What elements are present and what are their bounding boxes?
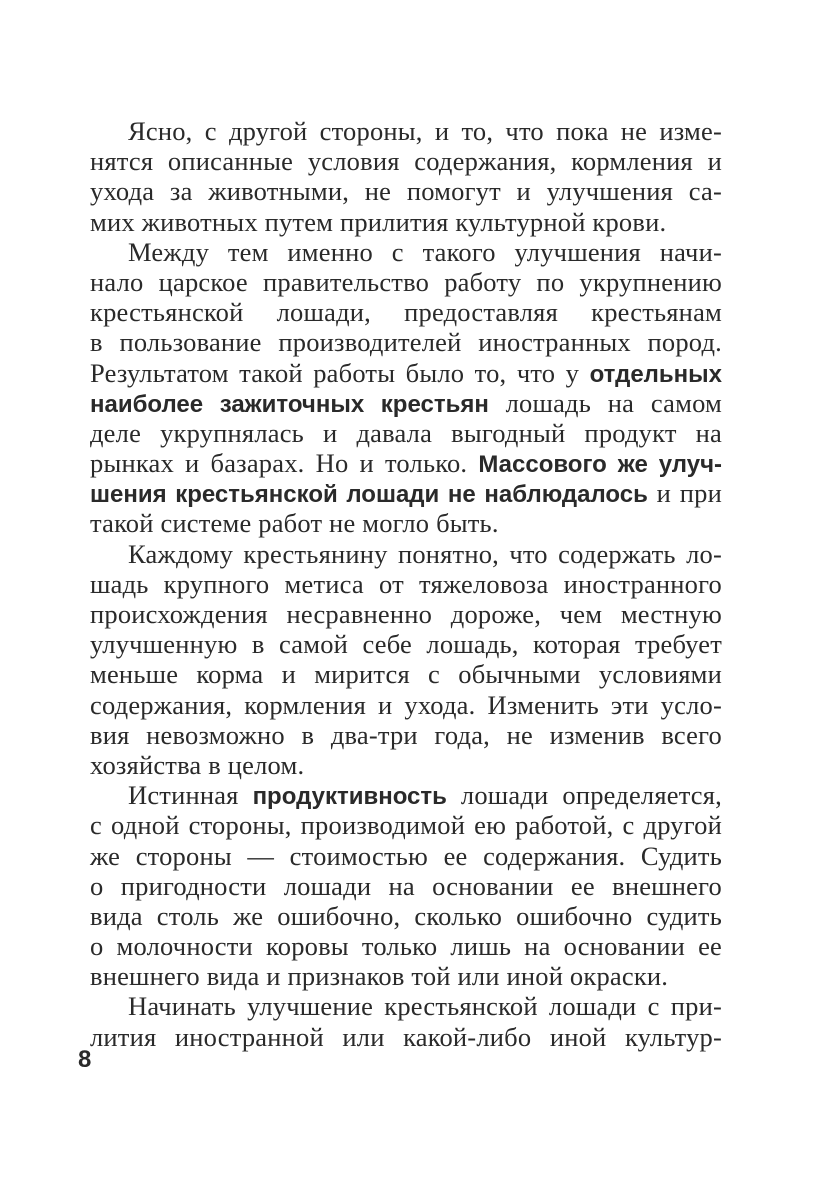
- text-line: [90, 961, 722, 991]
- text-run: ухода за животными, не помогут и улучшения са-: [90, 176, 722, 207]
- text-run: крестьянской лошади, предоставляя крестьянам: [90, 297, 722, 328]
- text-line: [90, 931, 722, 961]
- text-line: [90, 146, 722, 176]
- text-line: [90, 780, 722, 810]
- text-line: [90, 750, 722, 780]
- text-run: лошадь на самом: [488, 387, 722, 418]
- text-line: [90, 267, 722, 297]
- text-line: [90, 176, 722, 206]
- text-run: Между тем именно с такого улучшения начи-: [128, 236, 722, 267]
- text-run: шадь крупного метиса от тяжеловоза иностранного: [90, 568, 722, 599]
- text-run: хозяйства в целом.: [90, 749, 305, 780]
- text-line: [90, 659, 722, 689]
- paragraph: [90, 237, 722, 539]
- text-run: происхождения несравненно дороже, чем местную: [90, 599, 722, 629]
- text-line: [90, 599, 722, 629]
- text-run: вия невозможно в два-три года, не изменив всего: [90, 719, 722, 750]
- text-line: [90, 297, 722, 327]
- text-run: же стороны — стоимостью ее содержания. Судить: [90, 840, 722, 871]
- text-run: в пользование производителей иностранных пород.: [90, 327, 722, 358]
- text-line: [90, 871, 722, 901]
- paragraph: [90, 780, 722, 991]
- text-line: [90, 841, 722, 871]
- body-text: [90, 116, 722, 1052]
- text-line: [90, 1022, 722, 1052]
- text-run: Истинная: [128, 780, 253, 811]
- text-line: [90, 901, 722, 931]
- text-line: [90, 116, 722, 146]
- text-run: и при: [647, 478, 722, 509]
- text-run: Ясно, с другой стороны, и то, что пока не изме-: [128, 116, 722, 146]
- text-line: [90, 388, 722, 418]
- text-line: [90, 448, 722, 478]
- text-line: [90, 478, 722, 508]
- text-run: Результатом такой работы было то, что у: [90, 357, 590, 388]
- text-line: [90, 358, 722, 388]
- paragraph: [90, 991, 722, 1051]
- text-line: [90, 720, 722, 750]
- text-run: мих животных путем прилития культурной крови.: [90, 206, 667, 237]
- text-run: нало царское правительство работу по укрупнению: [90, 266, 722, 297]
- text-run: вида столь же ошибочно, сколько ошибочно судить: [90, 900, 722, 931]
- text-line: [90, 327, 722, 357]
- text-line: [90, 237, 722, 267]
- text-line: [90, 629, 722, 659]
- text-line: [90, 539, 722, 569]
- text-run: улучшенную в самой себе лошадь, которая требует: [90, 629, 722, 660]
- bold-text: наиболее зажиточных крестьян: [90, 390, 489, 418]
- text-run: с одной стороны, производимой ею работой, с другой: [90, 810, 722, 841]
- text-line: [90, 569, 722, 599]
- paragraph: [90, 539, 722, 781]
- text-run: меньше корма и мирится с обычными условиями: [90, 659, 722, 690]
- text-run: нятся описанные условия содержания, кормления и: [90, 146, 722, 177]
- text-line: [90, 690, 722, 720]
- text-line: [90, 810, 722, 840]
- bold-text: отдельных: [589, 360, 722, 388]
- text-run: такой системе работ не могло быть.: [90, 508, 499, 539]
- text-run: лития иностранной или какой-либо иной культур-: [90, 1021, 722, 1052]
- text-run: Каждому крестьянину понятно, что содержать ло-: [128, 538, 722, 569]
- text-run: лошади определяется,: [446, 780, 722, 811]
- text-line: [90, 207, 722, 237]
- text-run: о пригодности лошади на основании ее внешнего: [90, 870, 722, 901]
- text-line: [90, 508, 722, 538]
- text-run: деле укрупнялась и давала выгодный продукт на: [90, 417, 722, 448]
- bold-text: продуктивность: [252, 783, 447, 811]
- text-run: Начинать улучшение крестьянской лошади с при-: [128, 991, 722, 1022]
- paragraph: [90, 116, 722, 237]
- bold-text: шения крестьянской лошади не наблюдалось: [90, 481, 648, 509]
- text-line: [90, 991, 722, 1021]
- bold-text: Массового же улуч-: [478, 451, 722, 479]
- page-number: 8: [78, 1046, 92, 1073]
- text-run: внешнего вида и признаков той или иной окраски.: [90, 961, 669, 992]
- text-line: [90, 418, 722, 448]
- text-run: рынках и базарах. Но и только.: [90, 448, 479, 479]
- text-run: о молочности коровы только лишь на основании ее: [90, 931, 722, 962]
- text-run: содержания, кормления и ухода. Изменить эти усло-: [90, 689, 722, 720]
